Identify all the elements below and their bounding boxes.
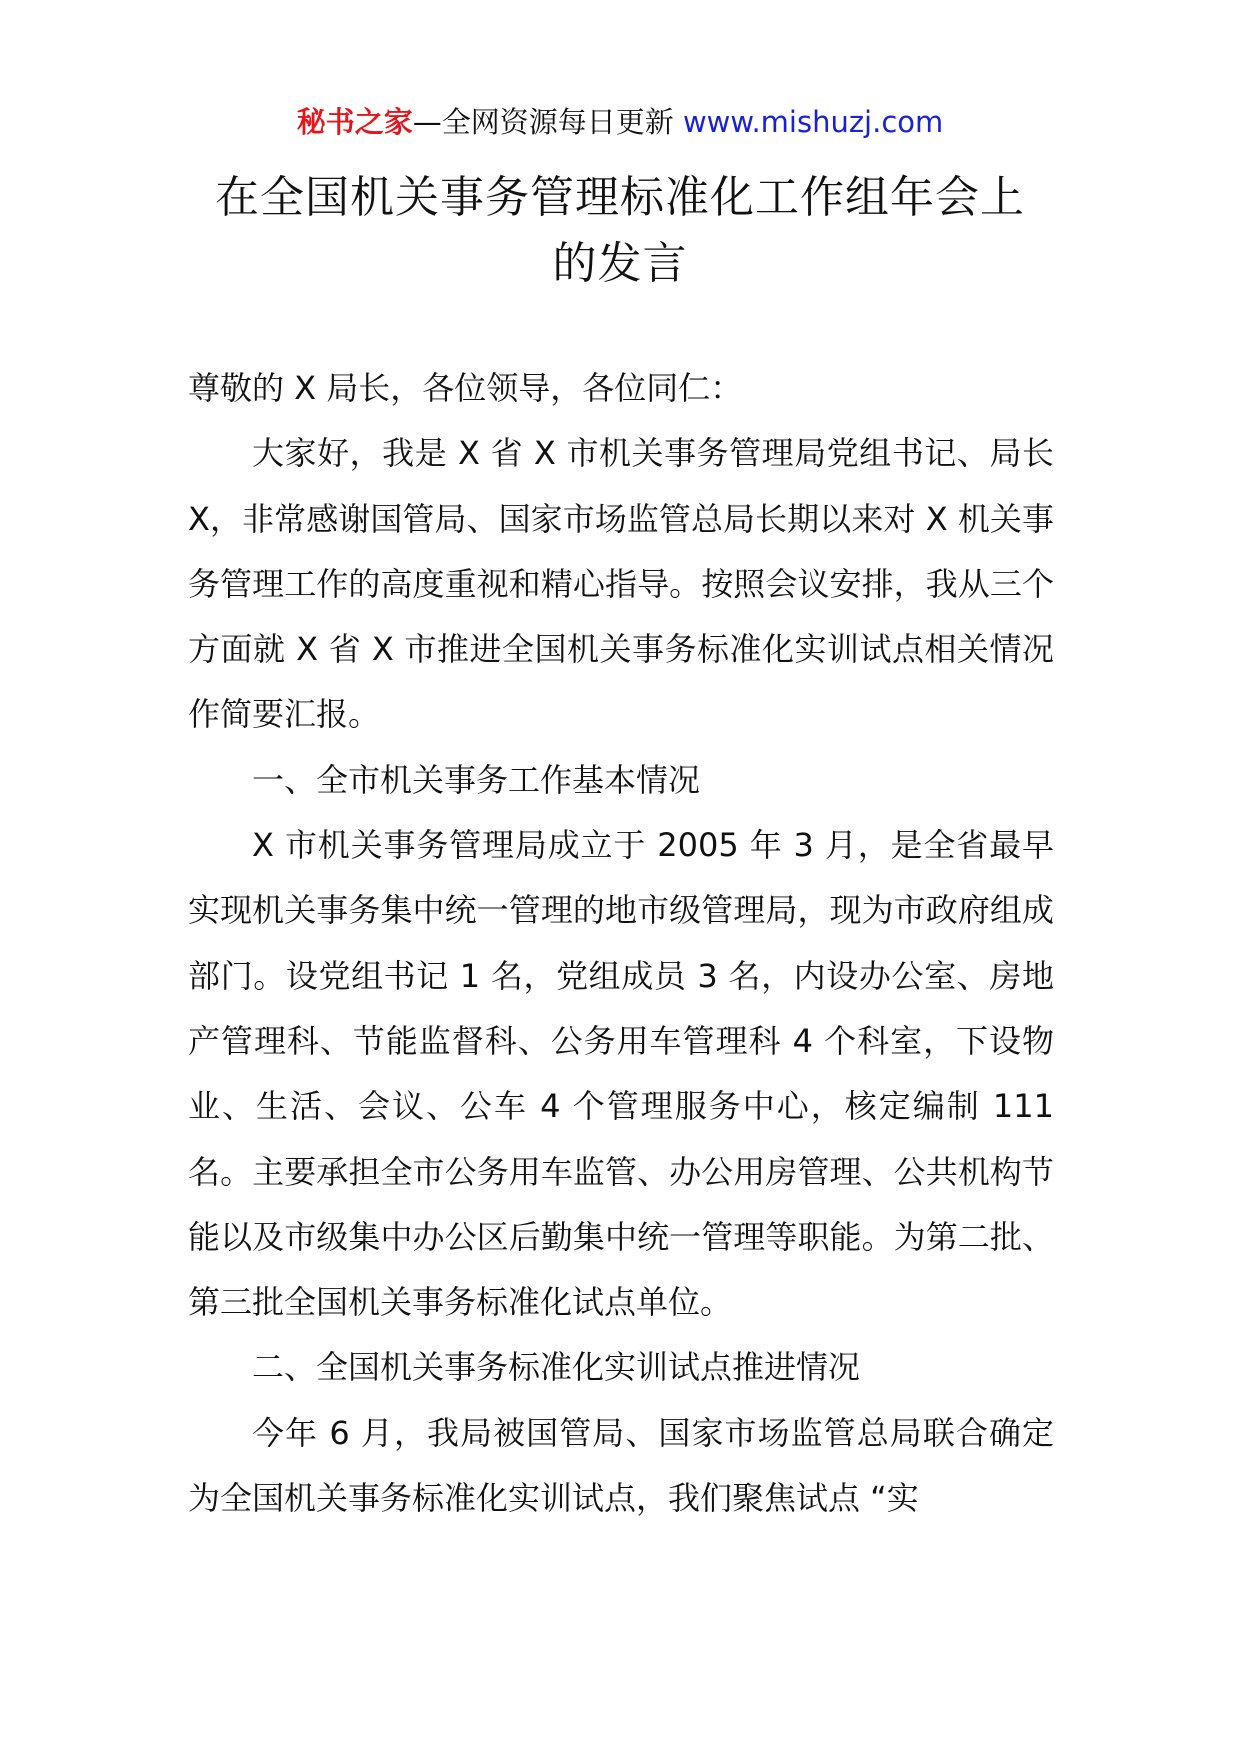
document-title-line-1: 在全国机关事务管理标准化工作组年会上 bbox=[215, 172, 1025, 223]
paragraph-intro: 大家好，我是 X 省 X 市机关事务管理局党组书记、局长 X，非常感谢国管局、国家市场监管总局长期以来对 X 机关事务管理工作的高度重视和精心指导。按照会议安排，我从三个方面就 X 省 X 市推进全国机关事务标准化实训试点相关情况作简要汇报。 bbox=[188, 434, 1054, 734]
salutation: 尊敬的 X 局长，各位领导，各位同仁： bbox=[188, 369, 743, 407]
site-brand: 秘书之家 bbox=[296, 105, 413, 139]
section-heading-1: 一、全市机关事务工作基本情况 bbox=[252, 760, 701, 799]
document-title-line-2: 的发言 bbox=[552, 238, 688, 289]
site-url-link[interactable]: www.mishuzj.com bbox=[682, 105, 944, 139]
section-heading-2: 二、全国机关事务标准化实训试点推进情况 bbox=[252, 1348, 861, 1387]
paragraph-pilot-progress: 今年 6 月，我局被国管局、国家市场监管总局联合确定为全国机关事务标准化实训试点，我们聚焦试点 “实 bbox=[188, 1413, 1054, 1518]
document-title bbox=[150, 165, 1090, 297]
document-body bbox=[188, 356, 1054, 1531]
paragraph-basic-situation: X 市机关事务管理局成立于 2005 年 3 月，是全省最早实现机关事务集中统一管理的地市级管理局，现为市政府组成部门。设党组书记 1 名，党组成员 3 名，内设办公室、房地产管理科、节能监督科、公务用车管理科 4 个科室，下设物业、生活、会议、公车 4 个管理服务中心，核定编制 111 名。主要承担全市公务用车监管、办公用房管理、公共机构节能以及市级集中办公区后勤集中统一管理等职能。为第二批、第三批全国机关事务标准化试点单位。 bbox=[188, 826, 1054, 1322]
site-tagline: —全网资源每日更新 bbox=[412, 105, 674, 139]
site-header bbox=[0, 100, 1240, 144]
